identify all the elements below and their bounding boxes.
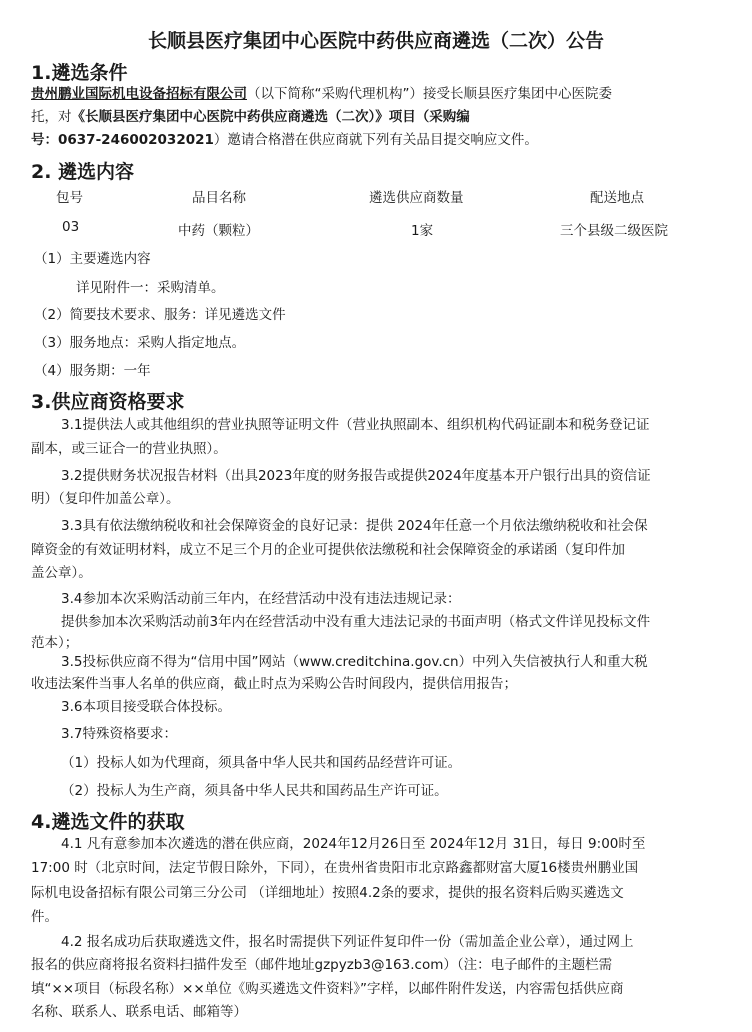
procurement-table (0, 186, 752, 246)
text-line: （2）投标人为生产商，须具备中华人民共和国药品生产许可证。 (61, 783, 448, 799)
list-item: （1）主要遴选内容 (34, 251, 151, 267)
text-line: 3.6本项目接受联合体投标。 (61, 699, 231, 715)
page-title: 长顺县医疗集团中心医院中药供应商遴选（二次）公告 (147, 30, 604, 52)
text-line: 报名的供应商将报名资料扫描件发至（邮件地址gzpyzb3@163.com）（注：电子邮件的主题栏需 (31, 957, 613, 973)
text-line: 填“××项目（标段名称）××单位《购买遴选文件资料》”字样，以邮件附件发送，内容需包括供应商 (31, 981, 624, 997)
text-line: 3.1提供法人或其他组织的营业执照等证明文件（营业执照副本、组织机构代码证副本和税务登记证 (61, 417, 650, 433)
text-line: 3.7特殊资格要求： (61, 726, 177, 742)
table-header-cell: 配送地点 (590, 190, 644, 206)
text-line: 3.3具有依法缴纳税收和社会保障资金的良好记录：提供 2024年任意一个月依法缴纳税收和社会保 (61, 518, 648, 534)
table-header-cell: 遴选供应商数量 (369, 190, 464, 206)
section-1-heading: 1.遴选条件 (31, 62, 128, 84)
project-name: 《长顺县医疗集团中心医院中药供应商遴选（二次）》项目（采购编 (71, 109, 470, 125)
text-line: 件。 (31, 909, 58, 925)
list-item: （4）服务期：一年 (34, 363, 151, 379)
agency-name: 贵州鹏业国际机电设备招标有限公司 (31, 86, 247, 102)
text-line: 3.4参加本次采购活动前三年内，在经营活动中没有违法违规记录： (61, 591, 461, 607)
section-1-line-3-rest: ）邀请合格潜在供应商就下列有关品目提交响应文件。 (213, 132, 538, 148)
table-header-cell: 包号 (56, 190, 83, 206)
text-line: 明）（复印件加盖公章）。 (31, 491, 180, 507)
text-line: 际机电设备招标有限公司第三分公司 （详细地址）按照4.2条的要求，提供的报名资料后购买遴选文 (31, 885, 624, 901)
text-line: 4.2 报名成功后获取遴选文件，报名时需提供下列证件复印件一份（需加盖企业公章），通过网上 (61, 934, 634, 950)
text-line: 范本）； (31, 635, 79, 651)
text-line: 盖公章）。 (31, 565, 92, 581)
list-item: （2）简要技术要求、服务：详见遴选文件 (34, 307, 286, 323)
text-line: （1）投标人如为代理商，须具备中华人民共和国药品经营许可证。 (61, 755, 462, 771)
table-cell: 中药（颗粒） (178, 223, 259, 239)
table-header-cell: 品目名称 (192, 190, 246, 206)
text-line: 收违法案件当事人名单的供应商，截止时点为采购公告时间段内，提供信用报告； (31, 676, 517, 692)
section-2-heading: 2. 遴选内容 (31, 161, 135, 183)
text-line: 3.2提供财务状况报告材料（出具2023年度的财务报告或提供2024年度基本开户银行出具的资信证 (61, 468, 651, 484)
text-line: 17:00 时（北京时间，法定节假日除外，下同），在贵州省贵阳市北京路鑫都财富大厦16楼贵州鹏业国 (31, 860, 639, 876)
section-1-line-2-pre: 托，对 (31, 109, 72, 125)
table-cell: 三个县级二级医院 (560, 223, 668, 239)
section-3-heading: 3.供应商资格要求 (31, 391, 185, 413)
text-line: 副本，或三证合一的营业执照）。 (31, 441, 227, 457)
section-1-line-3 (31, 127, 538, 154)
text-line: 名称、联系人、联系电话、邮箱等） (31, 1004, 247, 1020)
table-cell: 03 (62, 219, 80, 235)
project-number: 号：0637-246002032021 (31, 132, 214, 148)
text-line: 障资金的有效证明材料，成立不足三个月的企业可提供依法缴税和社会保障资金的承诺函（复印件加 (31, 542, 625, 558)
list-item: 详见附件一：采购清单。 (76, 280, 225, 296)
table-cell: 1家 (411, 223, 434, 239)
section-4-heading: 4.遴选文件的获取 (31, 811, 185, 833)
text-line: 4.1 凡有意参加本次遴选的潜在供应商，2024年12月26日至 2024年12月 31日，每日 9:00时至 (61, 836, 646, 852)
list-item: （3）服务地点：采购人指定地点。 (34, 335, 246, 351)
text-line: 3.5投标供应商不得为“信用中国”网站（www.creditchina.gov.cn）中列入失信被执行人和重大税 (61, 654, 648, 670)
section-1-line-1-rest: （以下简称“采购代理机构”）接受长顺县医疗集团中心医院委 (247, 86, 612, 102)
text-line: 提供参加本次采购活动前3年内在经营活动中没有重大违法记录的书面声明（格式文件详见投标文件 (61, 614, 651, 630)
